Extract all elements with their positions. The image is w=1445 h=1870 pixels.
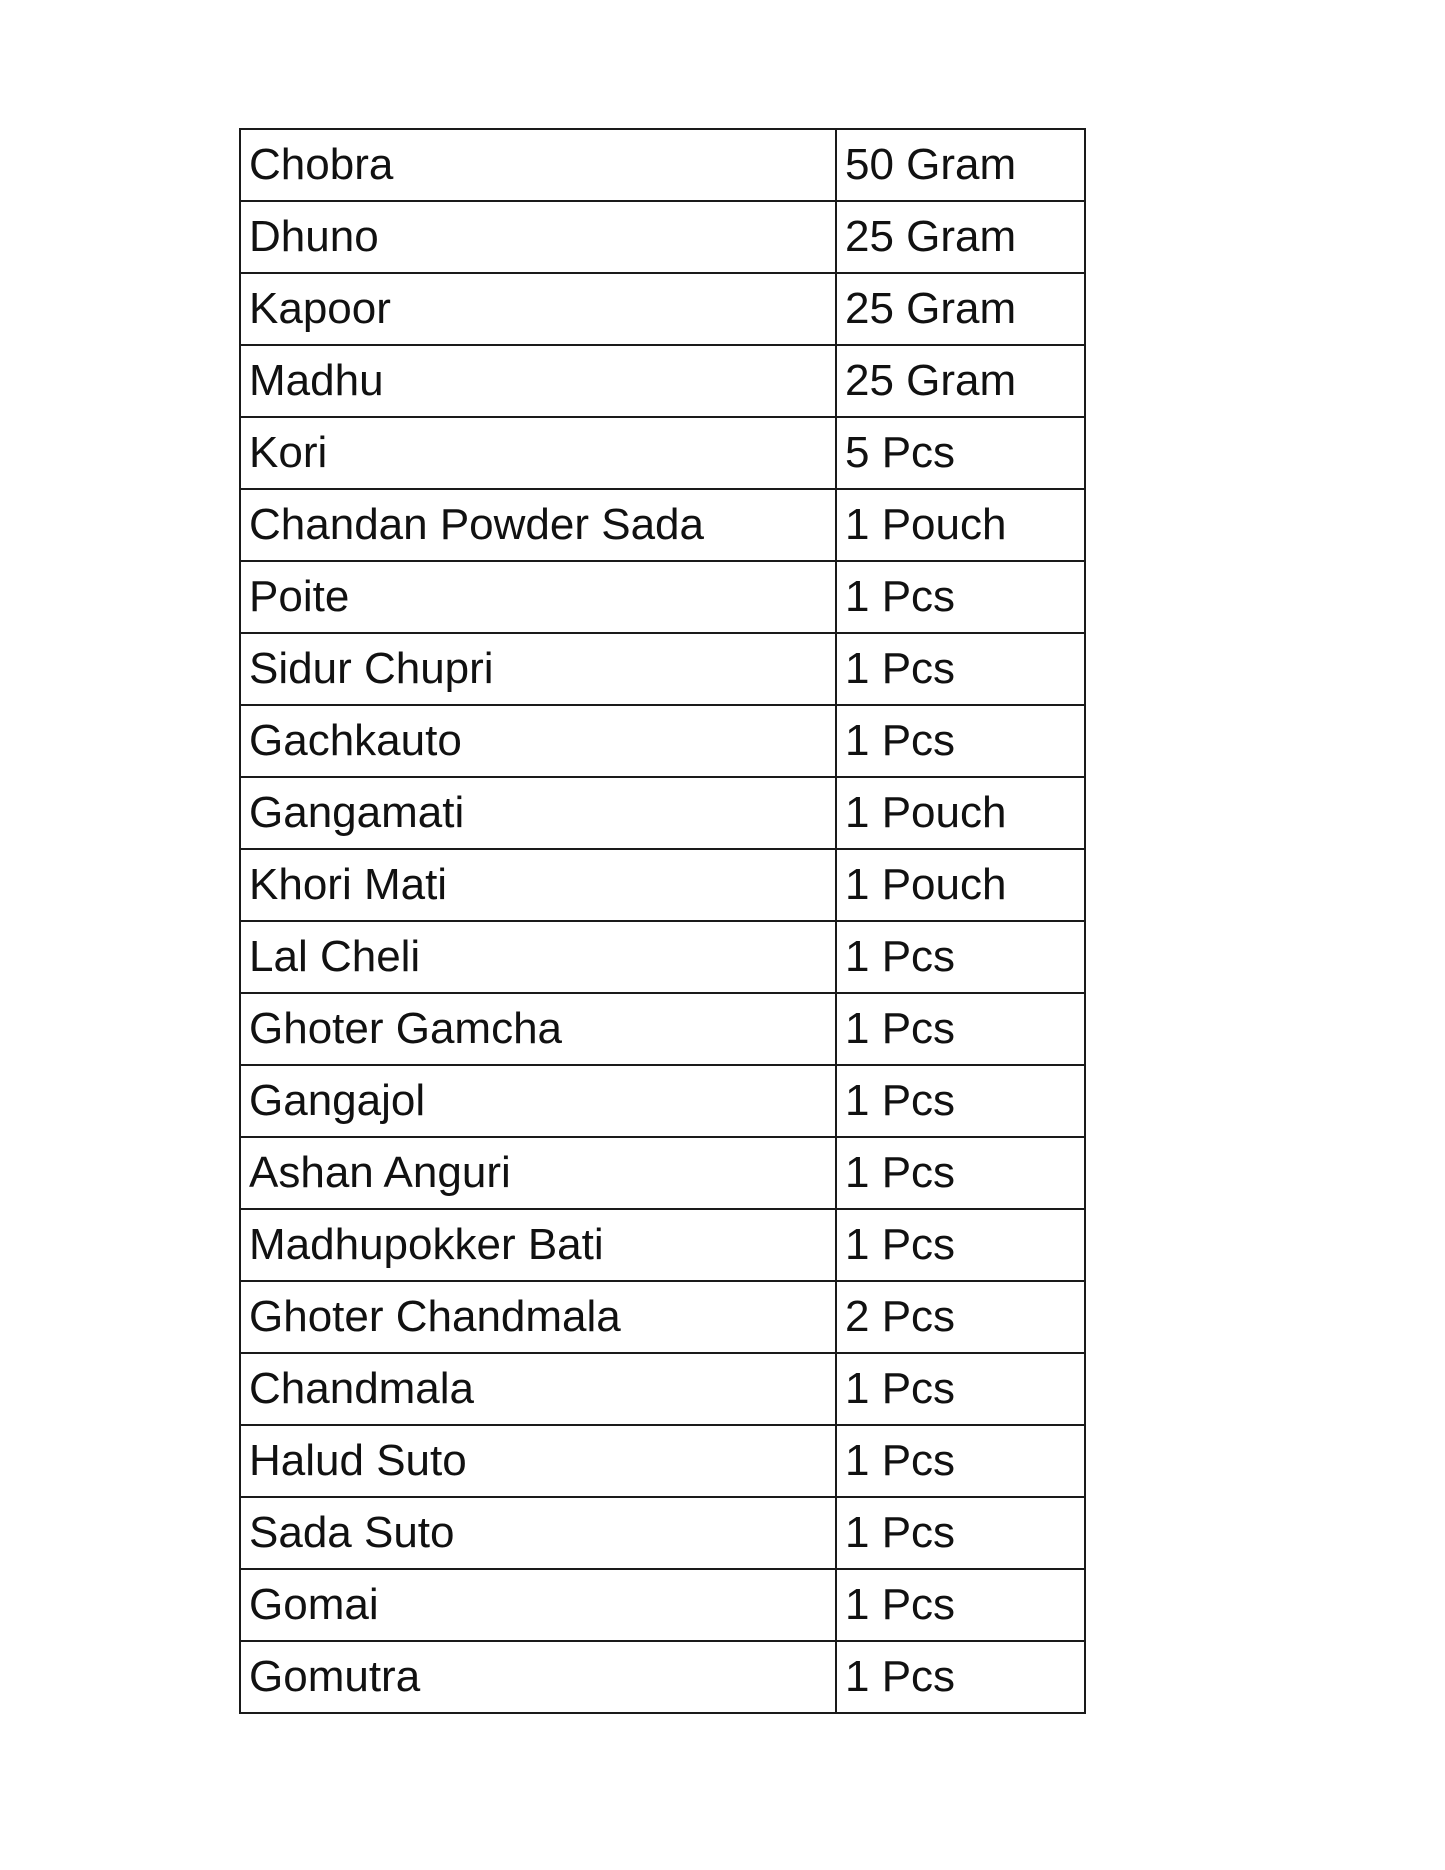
item-name-cell: Sidur Chupri [240,633,836,705]
item-name-cell: Gangajol [240,1065,836,1137]
item-name-cell: Chobra [240,129,836,201]
quantity-cell: 1 Pouch [836,849,1085,921]
item-name-cell: Lal Cheli [240,921,836,993]
table-row [240,1569,1085,1641]
quantity-cell: 1 Pcs [836,1209,1085,1281]
table-row [240,993,1085,1065]
item-name-cell: Madhu [240,345,836,417]
table-row [240,1353,1085,1425]
item-name-cell: Dhuno [240,201,836,273]
item-name-cell: Poite [240,561,836,633]
table-row [240,705,1085,777]
table-row [240,273,1085,345]
table-row [240,1209,1085,1281]
item-name-cell: Ghoter Gamcha [240,993,836,1065]
quantity-cell: 1 Pcs [836,1641,1085,1713]
quantity-cell: 1 Pcs [836,1353,1085,1425]
table-row [240,345,1085,417]
item-name-cell: Khori Mati [240,849,836,921]
quantity-cell: 1 Pouch [836,489,1085,561]
item-name-cell: Chandan Powder Sada [240,489,836,561]
item-name-cell: Madhupokker Bati [240,1209,836,1281]
item-name-cell: Halud Suto [240,1425,836,1497]
table-row [240,921,1085,993]
item-name-cell: Chandmala [240,1353,836,1425]
table-row [240,633,1085,705]
item-name-cell: Sada Suto [240,1497,836,1569]
table-row [240,1641,1085,1713]
table-row [240,489,1085,561]
table-row [240,417,1085,489]
item-name-cell: Gomutra [240,1641,836,1713]
items-table [239,128,1086,1714]
table-row [240,1281,1085,1353]
item-name-cell: Kapoor [240,273,836,345]
quantity-cell: 1 Pcs [836,921,1085,993]
quantity-cell: 1 Pouch [836,777,1085,849]
table-row [240,201,1085,273]
quantity-cell: 50 Gram [836,129,1085,201]
table-row [240,1497,1085,1569]
item-name-cell: Gomai [240,1569,836,1641]
quantity-cell: 2 Pcs [836,1281,1085,1353]
item-name-cell: Gachkauto [240,705,836,777]
quantity-cell: 1 Pcs [836,1425,1085,1497]
quantity-cell: 1 Pcs [836,1065,1085,1137]
quantity-cell: 1 Pcs [836,561,1085,633]
item-name-cell: Kori [240,417,836,489]
quantity-cell: 1 Pcs [836,705,1085,777]
table-row [240,1425,1085,1497]
table-row [240,129,1085,201]
quantity-cell: 25 Gram [836,273,1085,345]
table-row [240,1065,1085,1137]
quantity-cell: 1 Pcs [836,1137,1085,1209]
item-name-cell: Gangamati [240,777,836,849]
quantity-cell: 5 Pcs [836,417,1085,489]
table-row [240,561,1085,633]
quantity-cell: 25 Gram [836,201,1085,273]
quantity-cell: 1 Pcs [836,633,1085,705]
table-row [240,777,1085,849]
quantity-cell: 25 Gram [836,345,1085,417]
table-row [240,1137,1085,1209]
items-table-body [240,129,1085,1713]
table-row [240,849,1085,921]
item-name-cell: Ashan Anguri [240,1137,836,1209]
quantity-cell: 1 Pcs [836,1569,1085,1641]
item-name-cell: Ghoter Chandmala [240,1281,836,1353]
quantity-cell: 1 Pcs [836,1497,1085,1569]
quantity-cell: 1 Pcs [836,993,1085,1065]
